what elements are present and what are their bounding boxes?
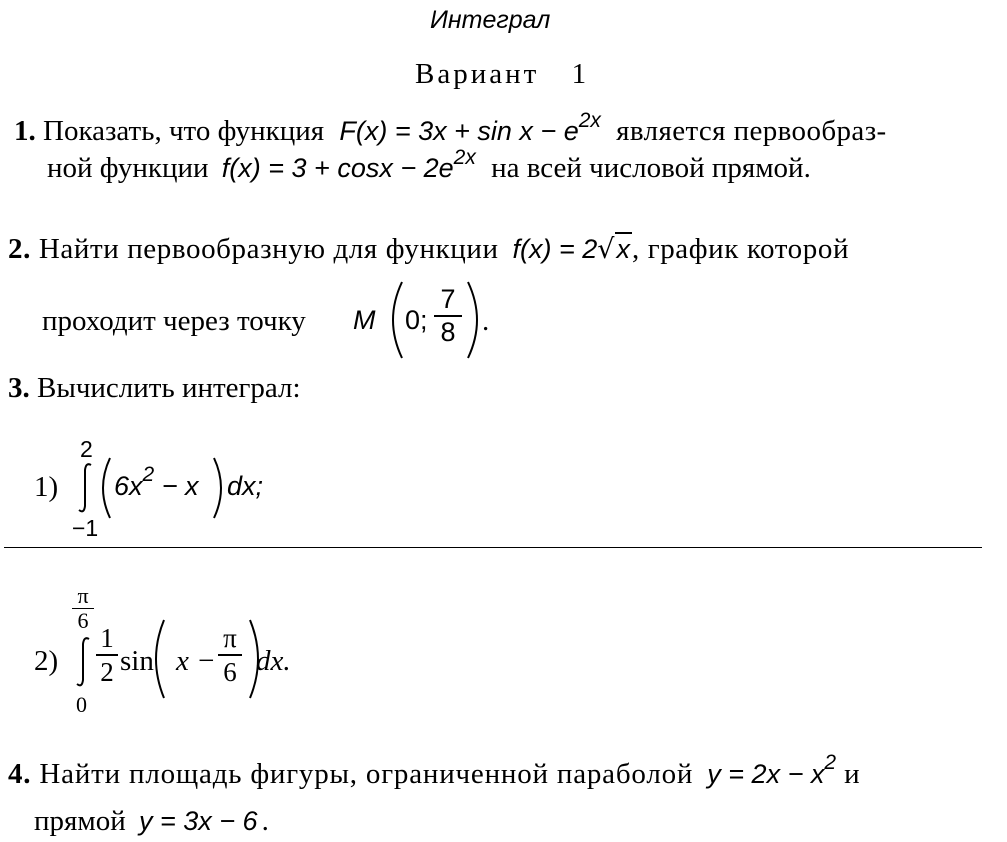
task-1-text-b: является первообраз-	[616, 115, 887, 147]
variant-number: 1	[571, 58, 590, 90]
fraction-denominator: 6	[77, 608, 89, 633]
integral-1-integrand: $6x^2 - x$	[114, 463, 199, 501]
left-paren	[393, 282, 402, 358]
task-2-text-c: проходит через точку	[42, 305, 306, 337]
task-2-text-a: Найти первообразную для функции	[38, 233, 499, 265]
task-4-line-2	[34, 805, 269, 838]
task-2-line-1	[8, 233, 849, 266]
task-4-number: 4.	[8, 758, 32, 790]
fraction-denominator: 8	[440, 317, 456, 347]
task-4-line-eq: y = 3x − 6	[138, 806, 258, 836]
integral-1-sign	[76, 462, 96, 514]
task-3-text: Вычислить интеграл:	[37, 372, 301, 404]
integral-2-arg: x −	[176, 645, 216, 677]
integral-2-upper-fraction	[72, 584, 94, 633]
fraction-numerator: 1	[100, 623, 114, 653]
task-2-function: f(x) = 2√x	[512, 234, 631, 265]
left-paren	[156, 620, 164, 698]
task-4-line-1	[8, 751, 861, 791]
task-1-number: 1.	[14, 115, 36, 147]
integral-1-lower: −1	[72, 515, 99, 541]
task-1-line-2	[47, 146, 811, 185]
sqrt-radicand: x	[616, 234, 631, 264]
task-3-line	[8, 372, 301, 405]
integral-2-dx: dx.	[256, 645, 291, 677]
task-2-point-x: 0;	[405, 305, 428, 335]
task-1-text-d: на всей числовой прямой.	[491, 152, 811, 184]
task-3-number: 3.	[8, 372, 30, 404]
variant-label: Вариант	[415, 58, 540, 90]
task-2-end: .	[482, 305, 490, 337]
integral-2-coef-fraction	[96, 622, 118, 688]
integral-2-label: 2)	[34, 645, 59, 677]
integral-1-dx: dx;	[227, 471, 264, 501]
document-title: Интеграл	[430, 6, 551, 34]
separator-line	[4, 547, 982, 548]
task-4-end: .	[261, 805, 269, 837]
fraction-numerator: π	[77, 583, 89, 608]
task-4-text-a: Найти площадь фигуры, ограниченной параболой	[39, 758, 694, 790]
variant-heading	[415, 58, 589, 91]
task-2-number: 2.	[8, 233, 31, 265]
right-paren	[468, 282, 477, 358]
task-2-point-name: M	[353, 305, 376, 335]
integral-2-func: sin	[120, 645, 154, 677]
task-4-parabola: $y = 2x - x^2$	[707, 751, 837, 789]
task-1-line-1	[14, 109, 887, 148]
integral-1-upper: 2	[80, 436, 93, 462]
task-2-text-b: , график которой	[632, 233, 850, 265]
fraction-denominator: 6	[223, 657, 237, 687]
integral-1-label: 1)	[34, 471, 59, 503]
task-4-text-c: прямой	[34, 805, 126, 837]
left-paren	[103, 458, 110, 518]
integral-2-sign	[74, 636, 94, 688]
task-1-F-formula: $F(x) = 3x + \sin x - e^{2x}$	[339, 109, 601, 146]
integral-2-arg-fraction	[218, 622, 242, 688]
integral-2-lower: 0	[76, 692, 87, 717]
fraction-numerator: 7	[440, 284, 456, 314]
task-4-text-b: и	[844, 758, 861, 790]
fraction-numerator: π	[223, 623, 237, 653]
fraction-denominator: 2	[100, 657, 114, 687]
task-1-text-a: Показать, что функция	[43, 115, 325, 147]
right-paren	[214, 458, 221, 518]
task-1-f-formula: $f(x) = 3 + \cos x - 2e^{2x}$	[221, 146, 476, 183]
task-1-text-c: ной функции	[47, 152, 209, 184]
sqrt-sign: √	[597, 234, 615, 265]
task-2-point-fraction	[434, 284, 462, 348]
